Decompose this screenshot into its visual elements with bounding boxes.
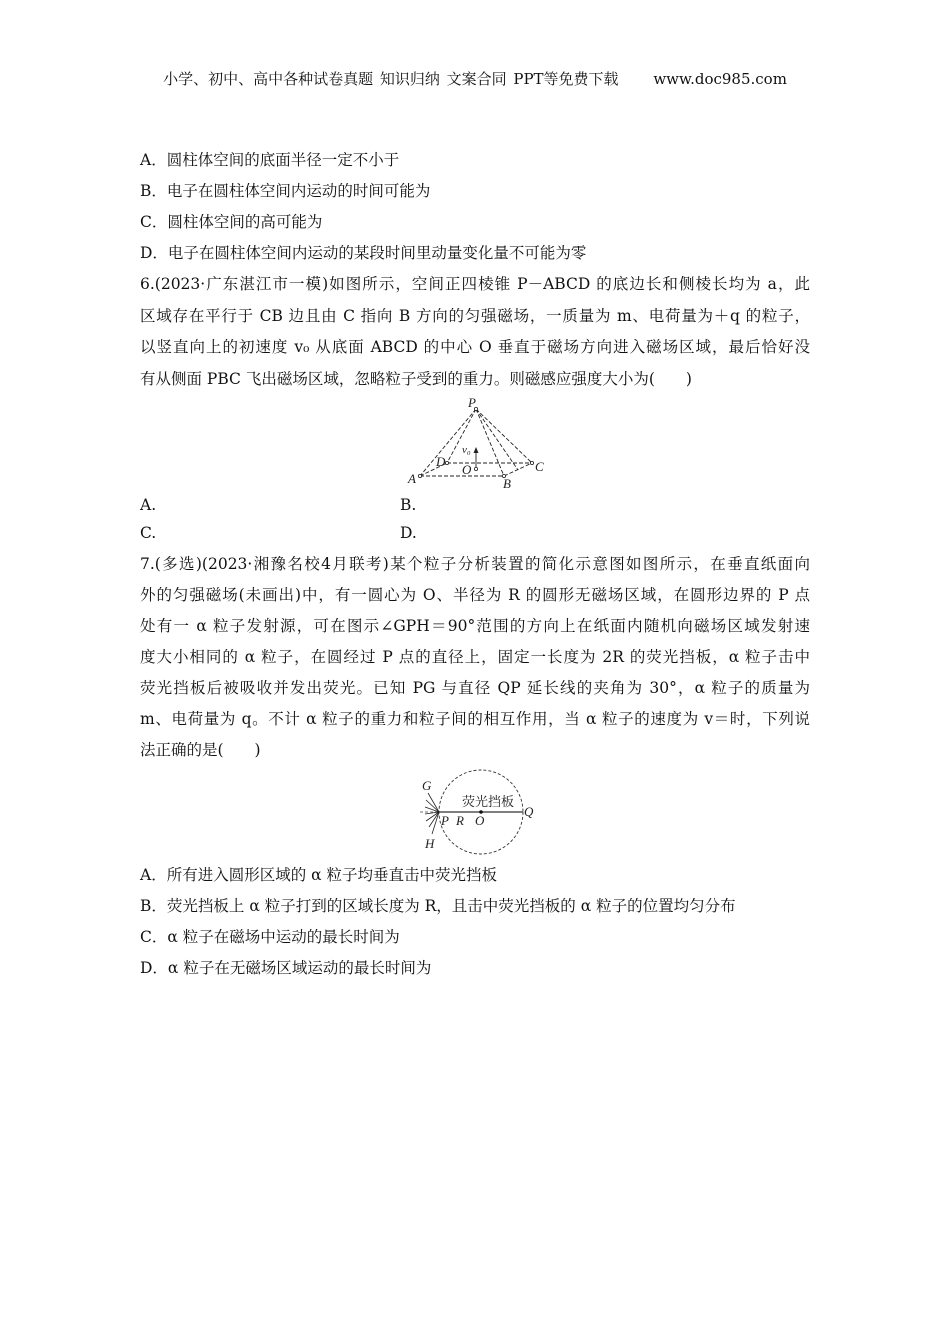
q7-line: m、电荷量为 q。不计 α 粒子的重力和粒子间的相互作用，当 α 粒子的速度为 v＝时，下列说	[140, 710, 810, 728]
q5-option-c: C．圆柱体空间的高可能为	[140, 213, 323, 231]
q7-option-a: A．所有进入圆形区域的 α 粒子均垂直击中荧光挡板	[140, 866, 498, 884]
q7-line: 处有一 α 粒子发射源，可在图示∠GPH＝90°范围的方向上在纸面内随机向磁场区域发射速	[140, 617, 810, 635]
q6-line: 区域存在平行于 CB 边且由 C 指向 B 方向的匀强磁场，一质量为 m、电荷量为＋q 的粒子，	[140, 307, 810, 325]
q6-line: 以竖直向上的初速度 v₀ 从底面 ABCD 的中心 O 垂直于磁场方向进入磁场区域，最后恰好没	[140, 338, 810, 356]
header-site[interactable]: www.doc985.com	[653, 70, 787, 88]
q7-line: 7.(多选)(2023·湘豫名校4月联考)某个粒子分析装置的简化示意图如图所示，在垂直纸面向	[140, 555, 810, 573]
header-text: 小学、初中、高中各种试卷真题 知识归纳 文案合同 PPT等免费下载	[163, 70, 619, 88]
q7-option-b: B．荧光挡板上 α 粒子打到的区域长度为 R，且击中荧光挡板的 α 粒子的位置均匀分布	[140, 897, 736, 915]
velocity-arrow-icon	[474, 447, 479, 453]
q7-line: 荧光挡板后被吸收并发出荧光。已知 PG 与直径 QP 延长线的夹角为 30°，α 粒子的质量为	[140, 679, 810, 697]
label-d: D	[436, 454, 446, 469]
label-h: H	[425, 836, 435, 851]
q6-line: 6.(2023·广东湛江市一模)如图所示，空间正四棱锥 P－ABCD 的底边长和侧棱长均为 a，此	[140, 275, 810, 293]
label-q: Q	[524, 804, 534, 819]
q7-line: 度大小相同的 α 粒子，在圆经过 P 点的直径上，固定一长度为 2R 的荧光挡板，α 粒子击中	[140, 648, 810, 666]
label-o: O	[475, 813, 485, 828]
q6-option-c[interactable]: C.	[140, 524, 157, 542]
label-a: A	[408, 471, 416, 486]
pyramid-figure	[400, 393, 560, 490]
label-v0: v₀	[462, 444, 471, 456]
q7-option-d: D．α 粒子在无磁场区域运动的最长时间为	[140, 959, 432, 977]
q7-option-c: C．α 粒子在磁场中运动的最长时间为	[140, 928, 400, 946]
label-p: P	[441, 813, 449, 828]
q6-option-b[interactable]: B.	[400, 496, 417, 514]
q7-line: 外的匀强磁场(未画出)中，有一圆心为 O、半径为 R 的圆形无磁场区域，在圆形边界的 P 点	[140, 586, 810, 604]
page-header	[0, 68, 950, 89]
q6-line: 有从侧面 PBC 飞出磁场区域，忽略粒子受到的重力。则磁感应强度大小为( )	[140, 370, 692, 388]
label-o: O	[462, 462, 472, 477]
label-screen: 荧光挡板	[462, 795, 515, 810]
q6-option-a[interactable]: A.	[140, 496, 157, 514]
label-r: R	[456, 813, 464, 828]
q5-option-a: A．圆柱体空间的底面半径一定不小于	[140, 151, 400, 169]
label-p: P	[468, 395, 476, 410]
q5-option-b: B．电子在圆柱体空间内运动的时间可能为	[140, 182, 431, 200]
circle-field-figure	[410, 768, 550, 858]
label-b: B	[503, 476, 511, 490]
q7-line: 法正确的是( )	[140, 741, 261, 759]
label-g: G	[422, 778, 432, 793]
label-c: C	[535, 459, 544, 474]
q5-option-d: D．电子在圆柱体空间内运动的某段时间里动量变化量不可能为零	[140, 244, 587, 262]
q6-option-d[interactable]: D.	[400, 524, 417, 542]
